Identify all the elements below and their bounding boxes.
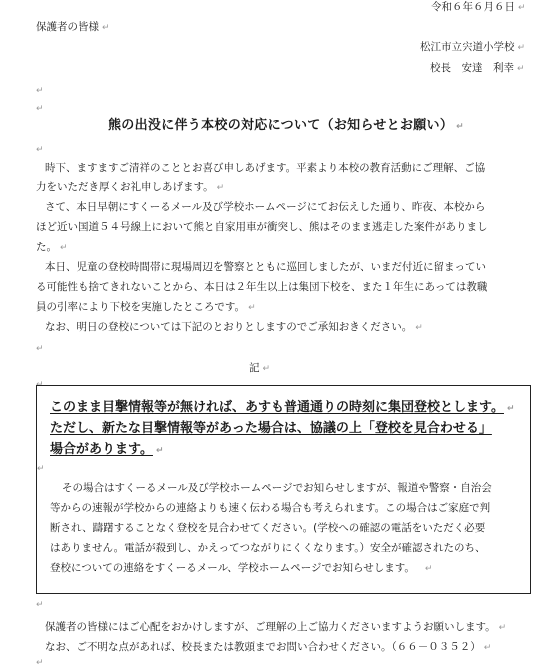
date-line (431, 0, 526, 15)
paragraph-mark: ↵ (517, 43, 526, 53)
paragraph-mark: ↵ (102, 23, 110, 33)
body-line (36, 300, 256, 315)
paragraph-mark: ↵ (36, 86, 44, 96)
box-line (50, 420, 492, 438)
paragraph-mark: ↵ (36, 104, 44, 114)
paragraph-mark: ↵ (506, 404, 515, 414)
ki-heading: 記 (249, 362, 260, 374)
principal-line (430, 61, 525, 76)
body-text: 力をいただき厚くお礼申しあげます。 (36, 181, 214, 193)
paragraph-mark: ↵ (36, 600, 44, 610)
body-text: 員の引率により下校を実施したところです。 (36, 301, 246, 313)
body-line (45, 200, 485, 214)
box-line (62, 481, 492, 495)
addressee-line (36, 20, 110, 35)
box-text: 登校についての連絡をすくーるメール、学校ホームページでお知らせします。 (50, 562, 415, 574)
body-text: ほど近い国道５４号線上において熊と自家用車が衝突し、熊はそのまま逃走した案件がありまし (36, 221, 488, 233)
paragraph-mark: ↵ (36, 380, 44, 390)
emphasis-text: このまま目撃情報等が無ければ、あすも普通通りの時刻に集団登校とします。 (50, 400, 504, 415)
paragraph-mark: ↵ (262, 364, 271, 374)
body-line (36, 240, 68, 255)
paragraph-mark: ↵ (36, 145, 44, 155)
title-line (108, 119, 464, 134)
paragraph-mark: ↵ (517, 64, 525, 74)
box-line (50, 561, 432, 576)
ki-line (249, 361, 270, 376)
footer-text: 保護者の皆様にはご心配をおかけしますが、ご理解の上ご協力くださいますようお願いします。 (45, 621, 496, 633)
body-text: た。 (36, 241, 57, 253)
school-line (420, 40, 525, 55)
box-line (50, 501, 490, 515)
addressee: 保護者の皆様 (36, 21, 99, 33)
body-text: 時下、ますますご清祥のこととお喜び申しあげます。平素より本校の教育活動にご理解、ご協 (45, 162, 486, 174)
body-text: る可能性も捨てきれないことから、本日は２年生以上は集団下校を、また１年生にあっては教職 (36, 281, 488, 293)
paragraph-mark: ↵ (60, 243, 68, 253)
body-line (45, 260, 486, 274)
emphasis-text: 場合があります。 (50, 442, 153, 457)
footer-line (45, 640, 491, 655)
date: 令和６年６月６日 (431, 1, 515, 13)
box-line (50, 521, 485, 535)
box-text: その場合はすくーるメール及び学校ホームページでお知らせしますが、報道や警察・自治会 (62, 482, 492, 494)
box-text: はありません。電話が殺到し、かえってつながりにくくなります。）安全が確認されたのち、 (50, 542, 486, 554)
paragraph-mark: ↵ (36, 344, 44, 354)
paragraph-mark: ↵ (36, 658, 44, 668)
body-line (36, 180, 224, 195)
principal-name: 校長 安達 利幸 (430, 62, 514, 74)
important-box (36, 385, 531, 594)
page-title: 熊の出没に伴う本校の対応について（お知らせとお願い） (108, 118, 454, 133)
paragraph-mark: ↵ (483, 643, 492, 653)
footer-text: なお、ご不明な点があれば、校長または教頭までお問い合わせください。（６６－０３５２） (45, 641, 481, 653)
paragraph-mark: ↵ (518, 3, 526, 13)
box-line (50, 441, 164, 460)
paragraph-mark: ↵ (155, 446, 164, 456)
footer-line (45, 620, 506, 635)
school-name: 松江市立宍道小学校 (420, 41, 515, 53)
paragraph-mark: ↵ (248, 303, 256, 313)
paragraph-mark: ↵ (424, 564, 433, 574)
body-text: なお、明日の登校については下記のとおりとしますのでご承知おきください。 (45, 321, 413, 333)
box-text: 断され、躊躇することなく登校を見合わせてください。(学校への確認の電話をいただく必要 (50, 522, 486, 534)
emphasis-text: ただし、新たな目撃情報等があった場合は、協議の上「登校を見合わせる」 (50, 421, 492, 436)
body-line (45, 161, 485, 175)
body-text: さて、本日早朝にすくーるメール及び学校ホームページにてお伝えした通り、昨夜、本校から (45, 201, 486, 213)
body-line (45, 320, 423, 335)
paragraph-mark: ↵ (216, 183, 225, 193)
body-text: 本日、児童の登校時間帯に現場周辺を警察とともに巡回しましたが、いまだ付近に留まってい (45, 261, 486, 273)
paragraph-mark: ↵ (456, 122, 464, 132)
paragraph-mark: ↵ (37, 464, 45, 474)
box-line (50, 399, 515, 418)
paragraph-mark: ↵ (415, 323, 423, 333)
box-text: 等からの速報が学校からの連絡よりも速く伝わる場合も考えられます。この場合はご家庭で判 (50, 502, 491, 514)
body-line (36, 280, 487, 294)
box-line (50, 541, 486, 555)
body-line (36, 220, 488, 234)
paragraph-mark: ↵ (498, 623, 507, 633)
